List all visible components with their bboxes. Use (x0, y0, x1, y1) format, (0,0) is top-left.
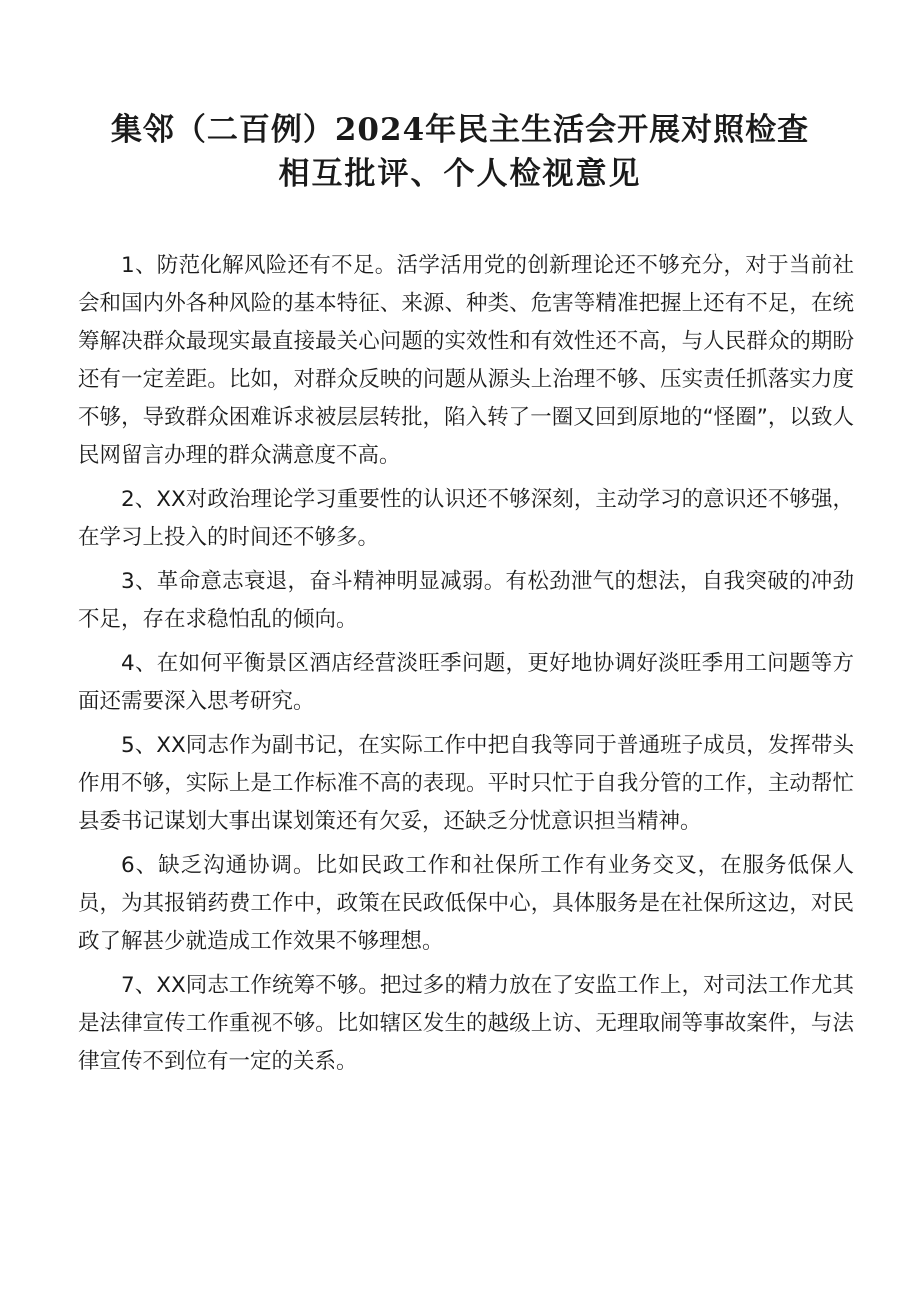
title-line-1: 集邻（二百例）2024年民主生活会开展对照检查 (110, 112, 810, 148)
paragraph-1: 1、防范化解风险还有不足。活学活用党的创新理论还不够充分，对于当前社会和国内外各种风险的基本特征、来源、种类、危害等精准把握上还有不足，在统筹解决群众最现实最直接最关心问题的实效性和有效性还不高，与人民群众的期盼还有一定差距。比如，对群众反映的问题从源头上治理不够、压实责任抓落实力度不够，导致群众困难诉求被层层转批，陷入转了一圈又回到原地的“怪圈”，以致人民网留言办理的群众满意度不高。 (78, 253, 854, 468)
paragraph-6: 6、缺乏沟通协调。比如民政工作和社保所工作有业务交叉，在服务低保人员，为其报销药费工作中，政策在民政低保中心，具体服务是在社保所这边，对民政了解甚少就造成工作效果不够理想。 (78, 853, 854, 954)
paragraph-4: 4、在如何平衡景区酒店经营淡旺季问题，更好地协调好淡旺季用工问题等方面还需要深入思考研究。 (78, 651, 854, 714)
title-line-2: 相互批评、个人检视意见 (278, 156, 642, 192)
document-body (78, 247, 854, 1087)
paragraph-2: 2、XX对政治理论学习重要性的认识还不够深刻，主动学习的意识还不够强，在学习上投入的时间还不够多。 (78, 487, 854, 550)
paragraph-3: 3、革命意志衰退，奋斗精神明显减弱。有松劲泄气的想法，自我突破的冲劲不足，存在求稳怕乱的倾向。 (78, 569, 854, 632)
paragraph-5: 5、XX同志作为副书记，在实际工作中把自我等同于普通班子成员，发挥带头作用不够，实际上是工作标准不高的表现。平时只忙于自我分管的工作，主动帮忙县委书记谋划大事出谋划策还有欠妥，还缺乏分忧意识担当精神。 (78, 733, 854, 834)
document-title (80, 108, 840, 196)
paragraph-7: 7、XX同志工作统筹不够。把过多的精力放在了安监工作上，对司法工作尤其是法律宣传工作重视不够。比如辖区发生的越级上访、无理取闹等事故案件，与法律宣传不到位有一定的关系。 (78, 973, 854, 1074)
